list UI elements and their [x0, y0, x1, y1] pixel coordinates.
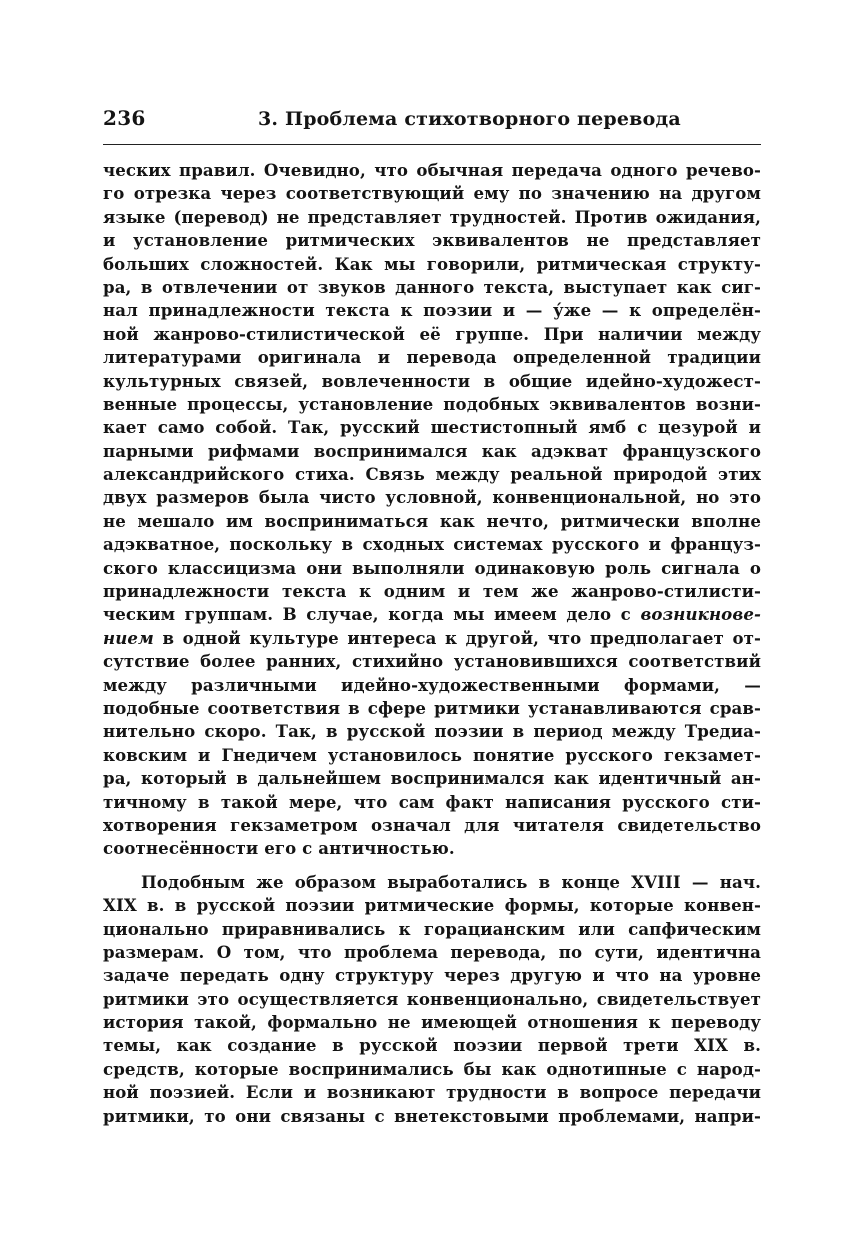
- text-line: ритмики, то они связаны с внетекстовыми проблемами, напри-: [103, 1105, 761, 1126]
- text-line: между различными идейно-художественными формами, —: [103, 674, 761, 695]
- text-line: ковским и Гнедичем установилось понятие русского гекзамет-: [103, 744, 761, 765]
- text-line: парными рифмами воспринимался как адэкват французского: [103, 440, 761, 461]
- italic-term: нием: [103, 627, 154, 648]
- text-line: ной поэзией. Если и возникают трудности в вопросе передачи: [103, 1082, 761, 1103]
- text-line: задаче передать одну структуру через другую и что на уровне: [103, 965, 761, 986]
- page-number: 236: [103, 106, 146, 130]
- text-line: XIX в. в русской поэзии ритмические формы, которые конвен-: [103, 895, 761, 916]
- text-line: хотворения гекзаметром означал для читателя свидетельство: [103, 814, 761, 835]
- text-line: ра, который в дальнейшем воспринимался как идентичный ан-: [103, 768, 761, 789]
- running-head: [103, 106, 763, 136]
- italic-term: возникнове-: [640, 604, 761, 625]
- text-line: сутствие более ранних, стихийно установившихся соответствий: [103, 651, 761, 672]
- text-line: го отрезка через соответствующий ему по значению на другом: [103, 183, 761, 204]
- text-line-with-italic: [103, 603, 761, 626]
- text-line: ского классицизма они выполняли одинаковую роль сигнала о: [103, 557, 761, 578]
- body-text: [103, 159, 761, 1128]
- header-rule: [103, 144, 761, 145]
- text-line: ритмики это осуществляется конвенционально, свидетельствует: [103, 988, 761, 1009]
- text-line: нительно скоро. Так, в русской поэзии в период между Тредиа-: [103, 721, 761, 742]
- text-line: соотнесённости его с античностью.: [103, 838, 455, 859]
- text-line: история такой, формально не имеющей отношения к переводу: [103, 1012, 761, 1033]
- text-line: александрийского стиха. Связь между реальной природой этих: [103, 464, 761, 485]
- text-line: венные процессы, установление подобных эквивалентов возни-: [103, 393, 761, 414]
- chapter-title: 3. Проблема стихотворного перевода: [258, 108, 681, 130]
- text-line: культурных связей, вовлеченности в общие идейно-художест-: [103, 370, 761, 391]
- text-line: языке (перевод) не представляет трудностей. Против ожидания,: [103, 206, 761, 227]
- text-line: ционально приравнивались к горацианским или сапфическим: [103, 918, 761, 939]
- text-line: ческих правил. Очевидно, что обычная передача одного речево-: [103, 160, 761, 180]
- text-line: принадлежности текста к одним и тем же жанрово-стилисти-: [103, 581, 761, 602]
- text-line: ра, в отвлечении от звуков данного текста, выступает как сиг-: [103, 276, 761, 297]
- text-line: подобные соответствия в сфере ритмики устанавливаются срав-: [103, 697, 761, 718]
- text-line: нал принадлежности текста к поэзии и — у́же — к определён-: [103, 300, 761, 321]
- paragraph-1: [103, 159, 761, 861]
- text-line: не мешало им восприниматься как нечто, ритмически вполне: [103, 510, 761, 531]
- text-line: адэкватное, поскольку в сходных системах русского и француз-: [103, 534, 761, 555]
- text-line-with-italic: [103, 627, 761, 650]
- text-line: тичному в такой мере, что сам факт написания русского сти-: [103, 791, 761, 812]
- text-line: и установление ритмических эквивалентов не представляет: [103, 230, 761, 251]
- text-line: больших сложностей. Как мы говорили, ритмическая структу-: [103, 253, 761, 274]
- text-line: размерам. О том, что проблема перевода, по сути, идентична: [103, 941, 761, 962]
- text-line: темы, как создание в русской поэзии первой трети XIX в.: [103, 1035, 761, 1056]
- text-line: литературами оригинала и перевода определенной традиции: [103, 347, 761, 368]
- text-segment: в одной культуре интереса к другой, что предполагает от-: [162, 627, 761, 648]
- text-line: средств, которые воспринимались бы как однотипные с народ-: [103, 1058, 761, 1079]
- text-line: двух размеров была чисто условной, конвенциональной, но это: [103, 487, 761, 508]
- text-line: кает само собой. Так, русский шестистопный ямб с цезурой и: [103, 417, 761, 438]
- text-segment: ческим группам. В случае, когда мы имеем дело с: [103, 604, 631, 625]
- text-line: ной жанрово-стилистической её группе. При наличии между: [103, 323, 761, 344]
- text-line: Подобным же образом выработались в конце XVIII — нач.: [141, 871, 761, 892]
- paragraph-2: [103, 871, 761, 1128]
